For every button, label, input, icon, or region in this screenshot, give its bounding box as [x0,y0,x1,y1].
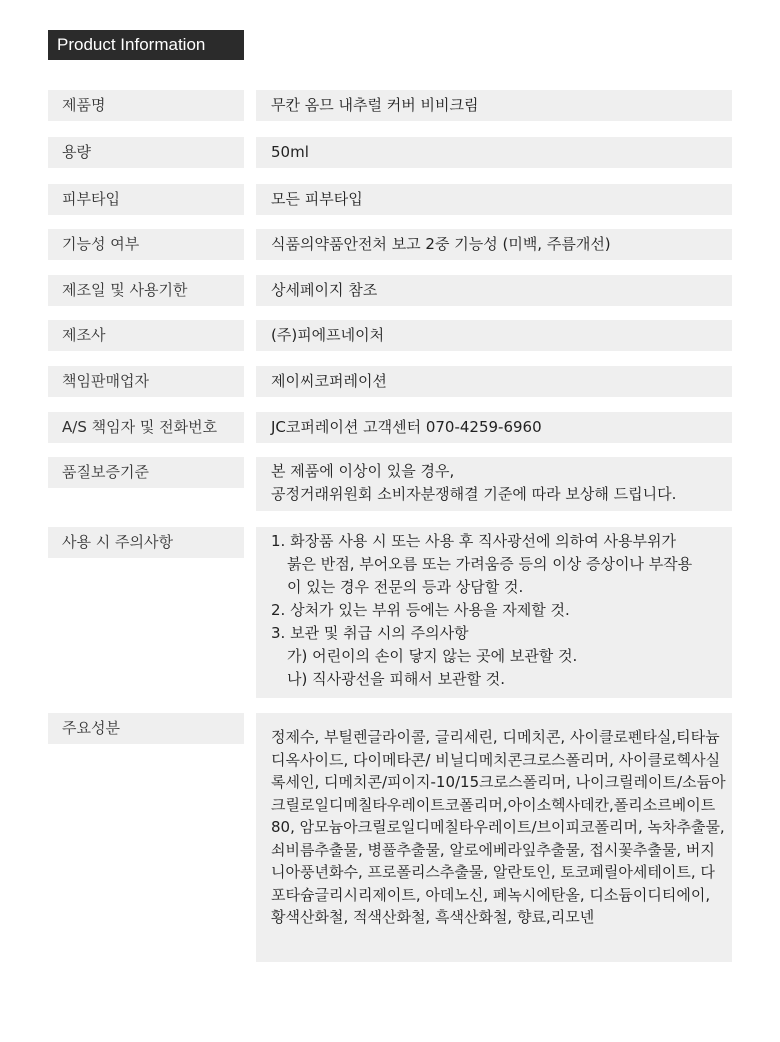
label-functional: 기능성 여부 [48,229,244,260]
section-title: Product Information [48,30,244,60]
label-warranty: 품질보증기준 [48,457,244,488]
value-as-contact: JC코퍼레이션 고객센터 070-4259-6960 [256,412,732,443]
warranty-line: 본 제품에 이상이 있을 경우, [271,462,455,480]
value-warranty [256,457,732,511]
caution-line: 1. 화장품 사용 시 또는 사용 후 직사광선에 의하여 사용부위가 [271,532,676,550]
label-mfg-date: 제조일 및 사용기한 [48,275,244,306]
label-cautions: 사용 시 주의사항 [48,527,244,558]
warranty-line: 공정거래위원회 소비자분쟁해결 기준에 따라 보상해 드립니다. [271,485,677,503]
value-volume: 50ml [256,137,732,168]
value-ingredients: 정제수, 부틸렌글라이콜, 글리세린, 디메치콘, 사이클로펜타실,티타늄디옥사이드, 다이메타콘/ 비닐디메치콘크로스폴리머, 사이클로헥사실록세인, 디메치콘/피이지-10/15크로스폴리머, 나이크릴레이트/소듐아크릴로일디메칠타우레이트코폴리머,아이소헥사데칸,폴리소르베이트80, 암모늄아크릴로일디메칠타우레이트/브이피코폴리머, 녹차추출물, 쇠비름추출물, 병풀추출물, 알로에베라잎추출물, 접시꽃추출물, 버지니아풍년화수, 프로폴리스추출물, 알란토인, 토코페릴아세테이트, 다포타슘글리시리제이트, 아데노신, 페녹시에탄올, 디소듐이디티에이, 황색산화철, 적색산화철, 흑색산화철, 향료,리모넨 [256,713,732,962]
value-product-name: 무칸 옴므 내추럴 커버 비비크림 [256,90,732,121]
caution-line: 붉은 반점, 부어오름 또는 가려움증 등의 이상 증상이나 부작용 [287,555,693,573]
value-maker: (주)피에프네이처 [256,320,732,351]
value-skin-type: 모든 피부타입 [256,184,732,215]
value-functional: 식품의약품안전처 보고 2중 기능성 (미백, 주름개선) [256,229,732,260]
label-seller: 책임판매업자 [48,366,244,397]
caution-line: 나) 직사광선을 피해서 보관할 것. [287,670,506,688]
caution-line: 가) 어린이의 손이 닿지 않는 곳에 보관할 것. [287,647,578,665]
label-volume: 용량 [48,137,244,168]
caution-line: 이 있는 경우 전문의 등과 상담할 것. [287,578,524,596]
label-as-contact: A/S 책임자 및 전화번호 [48,412,244,443]
value-cautions [256,527,732,698]
label-maker: 제조사 [48,320,244,351]
value-mfg-date: 상세페이지 참조 [256,275,732,306]
caution-line: 3. 보관 및 취급 시의 주의사항 [271,624,469,642]
value-seller: 제이씨코퍼레이션 [256,366,732,397]
label-ingredients: 주요성분 [48,713,244,744]
caution-line: 2. 상처가 있는 부위 등에는 사용을 자제할 것. [271,601,570,619]
label-product-name: 제품명 [48,90,244,121]
label-skin-type: 피부타입 [48,184,244,215]
